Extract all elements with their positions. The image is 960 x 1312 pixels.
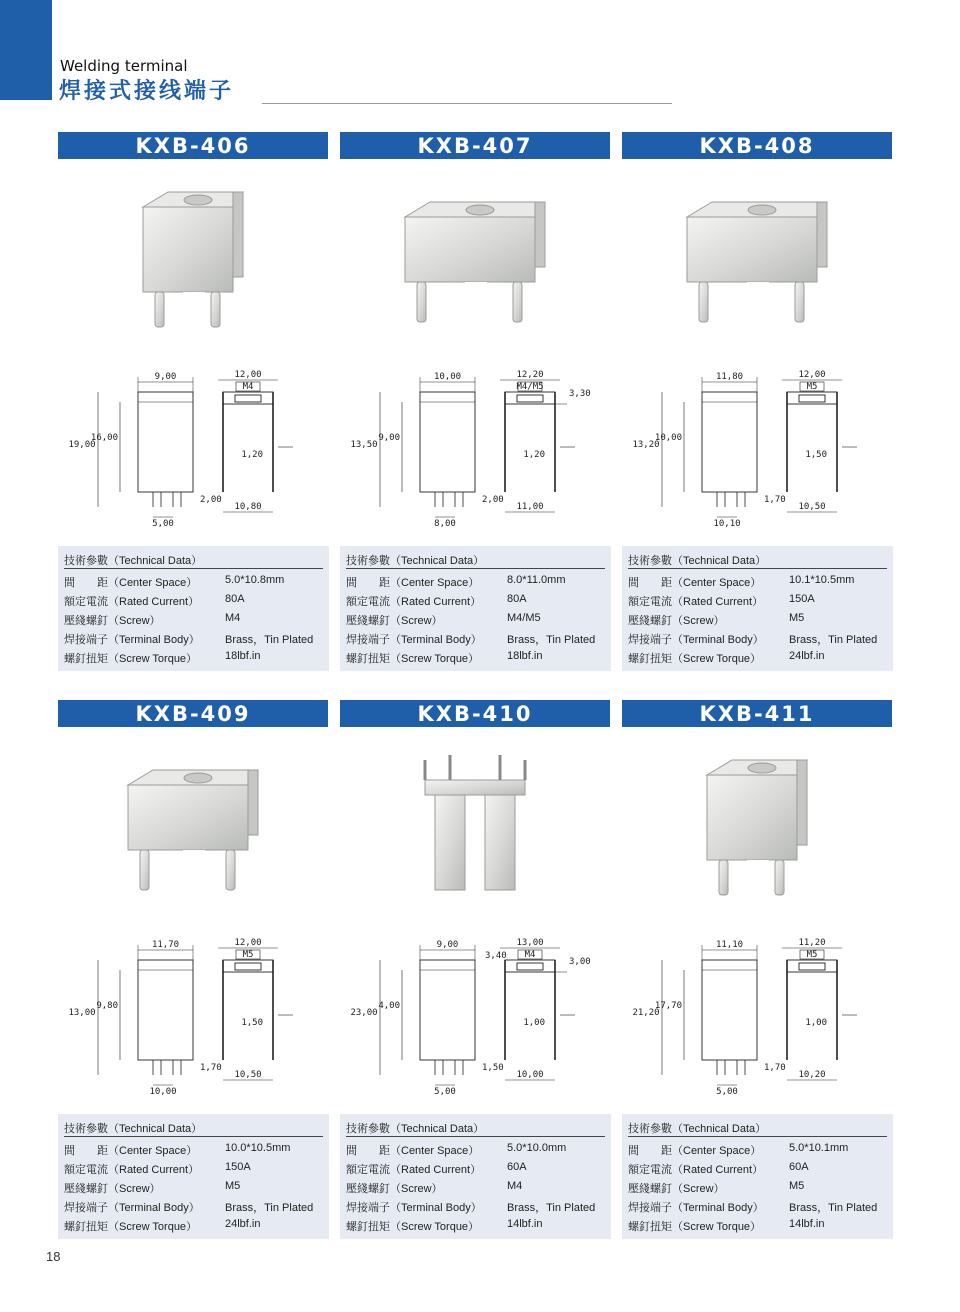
spec-value: 80A: [225, 593, 245, 605]
spec-label: 間 距（Center Space）: [628, 577, 762, 589]
spec-value: Brass，Tin Plated: [225, 1202, 314, 1214]
terminal-screw-hole: [184, 195, 212, 205]
terminal-body: [405, 217, 535, 282]
technical-data-table: [340, 1114, 611, 1239]
terminal-screw-hole: [748, 763, 776, 773]
drawing-outline: [420, 392, 475, 492]
technical-data-row: [628, 574, 887, 590]
model-title-bar: KXB-410: [340, 700, 610, 727]
technical-data-row: [628, 631, 887, 647]
terminal-photo: [340, 740, 610, 900]
spec-value: M5: [225, 1180, 241, 1192]
dim-pin: 1,70: [200, 1063, 222, 1073]
spec-label: 螺釘扭矩（Screw Torque）: [64, 1221, 198, 1233]
technical-data-row: [346, 631, 605, 647]
technical-data-heading: 技術參數（Technical Data）: [64, 1123, 203, 1135]
dim-screw: M4: [524, 950, 536, 960]
terminal-clips: [425, 755, 525, 780]
terminal-notch: [183, 292, 205, 300]
spec-label: 間 距（Center Space）: [628, 1145, 762, 1157]
dim-depth: 11,00: [516, 502, 544, 512]
terminal-pin: [211, 292, 220, 327]
dim-depth: 10,50: [798, 502, 826, 512]
spec-value: M5: [789, 1180, 805, 1192]
technical-data-row: [346, 1199, 605, 1215]
drawing-outline: [517, 963, 543, 970]
drawing-outline: [420, 960, 475, 1060]
corner-accent-block: [0, 0, 52, 100]
technical-data-rule: [64, 568, 323, 569]
terminal-leg-left: [435, 795, 465, 890]
dimension-drawing: [58, 352, 328, 527]
terminal-body: [707, 775, 797, 860]
spec-label: 間 距（Center Space）: [64, 577, 198, 589]
dim-pitch: 8,00: [434, 519, 456, 527]
terminal-leg-right: [485, 795, 515, 890]
dim-height: 13,00: [68, 1008, 96, 1018]
spec-value: Brass，Tin Plated: [507, 634, 596, 646]
dim-thickness: 1,00: [805, 1018, 827, 1028]
spec-label: 螺釘扭矩（Screw Torque）: [64, 653, 198, 665]
spec-value: 18lbf.in: [225, 650, 261, 662]
spec-label: 間 距（Center Space）: [346, 577, 480, 589]
spec-value: 18lbf.in: [507, 650, 543, 662]
dim-height: 23,00: [350, 1008, 378, 1018]
technical-data-heading: 技術參數（Technical Data）: [64, 555, 203, 567]
technical-data-row: [346, 650, 605, 666]
dim-side-width: 13,00: [516, 938, 544, 948]
spec-label: 間 距（Center Space）: [64, 1145, 198, 1157]
spec-value: M4/M5: [507, 612, 541, 624]
model-title-bar: KXB-407: [340, 132, 610, 159]
dim-inner-height: 16,00: [90, 433, 118, 443]
dim-tab: 3,30: [569, 389, 591, 399]
terminal-side: [817, 202, 827, 267]
spec-label: 焊接端子（Terminal Body）: [64, 634, 200, 646]
spec-value: M4: [507, 1180, 523, 1192]
terminal-pin: [417, 282, 426, 322]
technical-data-row: [64, 612, 323, 628]
terminal-side: [233, 192, 243, 277]
drawing-outline: [235, 395, 261, 402]
dim-side-width: 12,20: [516, 370, 544, 380]
technical-data-row: [64, 593, 323, 609]
spec-value: Brass，Tin Plated: [507, 1202, 596, 1214]
drawing-outline: [702, 392, 757, 492]
technical-data-row: [346, 593, 605, 609]
spec-label: 焊接端子（Terminal Body）: [346, 1202, 482, 1214]
spec-label: 額定電流（Rated Current）: [628, 596, 764, 608]
technical-data-rule: [346, 1136, 605, 1137]
technical-data-row: [64, 1142, 323, 1158]
technical-data-row: [628, 1161, 887, 1177]
technical-data-rule: [64, 1136, 323, 1137]
spec-value: 10.0*10.5mm: [225, 1142, 291, 1154]
terminal-pin: [775, 860, 784, 895]
technical-data-table: [340, 546, 611, 671]
spec-label: 焊接端子（Terminal Body）: [64, 1202, 200, 1214]
spec-label: 螺釘扭矩（Screw Torque）: [628, 1221, 762, 1233]
dim-thickness: 1,50: [241, 1018, 263, 1028]
dim-pitch: 10,10: [713, 519, 741, 527]
dim-pin: 1,70: [764, 495, 786, 505]
terminal-body: [143, 207, 233, 292]
spec-label: 螺釘扭矩（Screw Torque）: [346, 653, 480, 665]
technical-data-heading: 技術參數（Technical Data）: [346, 1123, 485, 1135]
technical-data-row: [64, 1161, 323, 1177]
dim-thickness: 1,00: [523, 1018, 545, 1028]
dim-pitch: 10,00: [149, 1087, 177, 1095]
model-title-bar: KXB-408: [622, 132, 892, 159]
terminal-notch: [747, 282, 769, 290]
spec-value: 80A: [507, 593, 527, 605]
technical-data-rule: [628, 568, 887, 569]
spec-label: 焊接端子（Terminal Body）: [346, 634, 482, 646]
spec-label: 壓綫螺釘（Screw）: [628, 615, 725, 627]
terminal-photo: [58, 740, 328, 900]
dim-inner-height: 17,70: [654, 1001, 682, 1011]
dim-top: 3,40: [485, 951, 507, 961]
technical-data-row: [628, 1218, 887, 1234]
dim-screw: M5: [242, 950, 254, 960]
spec-label: 額定電流（Rated Current）: [628, 1164, 764, 1176]
terminal-notch: [465, 282, 487, 290]
dim-pitch: 5,00: [716, 1087, 738, 1095]
dim-width: 11,10: [715, 940, 744, 950]
terminal-notch: [183, 850, 205, 858]
spec-label: 壓綫螺釘（Screw）: [64, 1183, 161, 1195]
model-title-bar: KXB-411: [622, 700, 892, 727]
dim-side-width: 12,00: [234, 938, 262, 948]
dim-width: 11,80: [715, 372, 744, 382]
dim-screw: M4: [242, 382, 254, 392]
dim-inner-height: 9,00: [378, 433, 400, 443]
spec-value: 14lbf.in: [507, 1218, 543, 1230]
spec-label: 螺釘扭矩（Screw Torque）: [346, 1221, 480, 1233]
model-title-bar: KXB-406: [58, 132, 328, 159]
terminal-pin: [513, 282, 522, 322]
model-title-bar: KXB-409: [58, 700, 328, 727]
technical-data-rule: [628, 1136, 887, 1137]
dim-side-width: 11,20: [798, 938, 826, 948]
spec-value: Brass，Tin Plated: [789, 1202, 878, 1214]
terminal-notch: [747, 860, 769, 868]
spec-label: 焊接端子（Terminal Body）: [628, 634, 764, 646]
technical-data-rule: [346, 568, 605, 569]
spec-value: 5.0*10.1mm: [789, 1142, 849, 1154]
spec-label: 額定電流（Rated Current）: [346, 1164, 482, 1176]
terminal-pin: [155, 292, 164, 327]
spec-label: 額定電流（Rated Current）: [64, 596, 200, 608]
drawing-outline: [138, 392, 193, 492]
dim-depth: 10,20: [798, 1070, 826, 1080]
technical-data-heading: 技術參數（Technical Data）: [628, 1123, 767, 1135]
technical-data-row: [628, 1142, 887, 1158]
dim-width: 10,00: [433, 372, 462, 382]
dim-screw: M4/M5: [516, 382, 544, 392]
spec-label: 壓綫螺釘（Screw）: [628, 1183, 725, 1195]
dimension-drawing: [340, 352, 610, 527]
technical-data-table: [622, 546, 893, 671]
dim-width: 9,00: [436, 940, 459, 950]
spec-label: 壓綫螺釘（Screw）: [346, 615, 443, 627]
terminal-pin: [719, 860, 728, 895]
technical-data-table: [58, 546, 329, 671]
terminal-pin: [226, 850, 235, 890]
dim-height: 19,00: [68, 440, 96, 450]
dim-depth: 10,00: [516, 1070, 544, 1080]
technical-data-table: [58, 1114, 329, 1239]
page-number: 18: [46, 1249, 61, 1264]
spec-value: 24lbf.in: [789, 650, 825, 662]
dim-side-width: 12,00: [798, 370, 826, 380]
spec-label: 額定電流（Rated Current）: [346, 596, 482, 608]
header-title-en: Welding terminal: [60, 57, 188, 75]
dim-inner-height: 4,00: [378, 1001, 400, 1011]
spec-value: 24lbf.in: [225, 1218, 261, 1230]
dim-pin: 2,00: [200, 495, 222, 505]
spec-label: 額定電流（Rated Current）: [64, 1164, 200, 1176]
dim-pin: 1,70: [764, 1063, 786, 1073]
spec-label: 壓綫螺釘（Screw）: [64, 615, 161, 627]
terminal-pin: [140, 850, 149, 890]
terminal-side: [797, 760, 807, 845]
dim-screw: M5: [806, 382, 818, 392]
spec-label: 焊接端子（Terminal Body）: [628, 1202, 764, 1214]
technical-data-row: [64, 574, 323, 590]
spec-value: Brass，Tin Plated: [789, 634, 878, 646]
technical-data-row: [64, 1218, 323, 1234]
terminal-side: [248, 770, 258, 835]
technical-data-row: [64, 631, 323, 647]
technical-data-heading: 技術參數（Technical Data）: [346, 555, 485, 567]
drawing-outline: [799, 963, 825, 970]
technical-data-heading: 技術參數（Technical Data）: [628, 555, 767, 567]
terminal-photo: [622, 172, 892, 332]
technical-data-row: [628, 593, 887, 609]
dim-inner-height: 9,80: [96, 1001, 118, 1011]
technical-data-row: [628, 650, 887, 666]
terminal-screw-hole: [184, 773, 212, 783]
technical-data-table: [622, 1114, 893, 1239]
dim-pin: 2,00: [482, 495, 504, 505]
terminal-side: [535, 202, 545, 267]
spec-value: 8.0*11.0mm: [507, 574, 566, 586]
spec-label: 壓綫螺釘（Screw）: [346, 1183, 443, 1195]
spec-value: 150A: [225, 1161, 251, 1173]
technical-data-row: [628, 1180, 887, 1196]
dim-inner-height: 10,00: [654, 433, 682, 443]
spec-value: M5: [789, 612, 805, 624]
terminal-screw-hole: [748, 205, 776, 215]
technical-data-row: [346, 1161, 605, 1177]
header-title-cn: 焊接式接线端子: [59, 79, 235, 104]
spec-value: 60A: [789, 1161, 809, 1173]
dim-depth: 10,50: [234, 1070, 262, 1080]
drawing-outline: [517, 395, 543, 402]
drawing-outline: [799, 395, 825, 402]
spec-label: 螺釘扭矩（Screw Torque）: [628, 653, 762, 665]
dimension-drawing: [340, 920, 610, 1095]
technical-data-row: [346, 612, 605, 628]
spec-label: 間 距（Center Space）: [346, 1145, 480, 1157]
terminal-top: [425, 780, 525, 795]
dim-tab: 3,00: [569, 957, 591, 967]
technical-data-row: [628, 612, 887, 628]
spec-value: 150A: [789, 593, 815, 605]
spec-value: 5.0*10.8mm: [225, 574, 285, 586]
dim-thickness: 1,50: [805, 450, 827, 460]
technical-data-row: [346, 1218, 605, 1234]
terminal-body: [128, 785, 248, 850]
dim-width: 9,00: [154, 372, 177, 382]
dim-thickness: 1,20: [523, 450, 545, 460]
dim-pin: 1,50: [482, 1063, 504, 1073]
spec-value: M4: [225, 612, 241, 624]
dim-width: 11,70: [151, 940, 180, 950]
terminal-pin: [795, 282, 804, 322]
header-divider: [262, 103, 672, 104]
spec-value: 14lbf.in: [789, 1218, 825, 1230]
dim-pitch: 5,00: [152, 519, 174, 527]
spec-value: 10.1*10.5mm: [789, 574, 855, 586]
dimension-drawing: [58, 920, 328, 1095]
dim-pitch: 5,00: [434, 1087, 456, 1095]
technical-data-row: [346, 574, 605, 590]
technical-data-row: [64, 1180, 323, 1196]
spec-value: 5.0*10.0mm: [507, 1142, 567, 1154]
dim-height: 13,20: [632, 440, 660, 450]
technical-data-row: [628, 1199, 887, 1215]
terminal-photo: [58, 172, 328, 332]
dim-height: 13,50: [350, 440, 378, 450]
terminal-photo: [622, 740, 892, 900]
dim-screw: M5: [806, 950, 818, 960]
dim-side-width: 12,00: [234, 370, 262, 380]
technical-data-row: [64, 1199, 323, 1215]
spec-value: 60A: [507, 1161, 527, 1173]
dimension-drawing: [622, 920, 892, 1095]
terminal-body: [687, 217, 817, 282]
technical-data-row: [346, 1180, 605, 1196]
terminal-photo: [340, 172, 610, 332]
technical-data-row: [64, 650, 323, 666]
dim-thickness: 1,20: [241, 450, 263, 460]
dim-height: 21,20: [632, 1008, 660, 1018]
spec-value: Brass，Tin Plated: [225, 634, 314, 646]
technical-data-row: [346, 1142, 605, 1158]
dim-depth: 10,80: [234, 502, 262, 512]
terminal-pin: [699, 282, 708, 322]
drawing-outline: [138, 960, 193, 1060]
drawing-outline: [235, 963, 261, 970]
terminal-screw-hole: [466, 205, 494, 215]
dimension-drawing: [622, 352, 892, 527]
drawing-outline: [702, 960, 757, 1060]
